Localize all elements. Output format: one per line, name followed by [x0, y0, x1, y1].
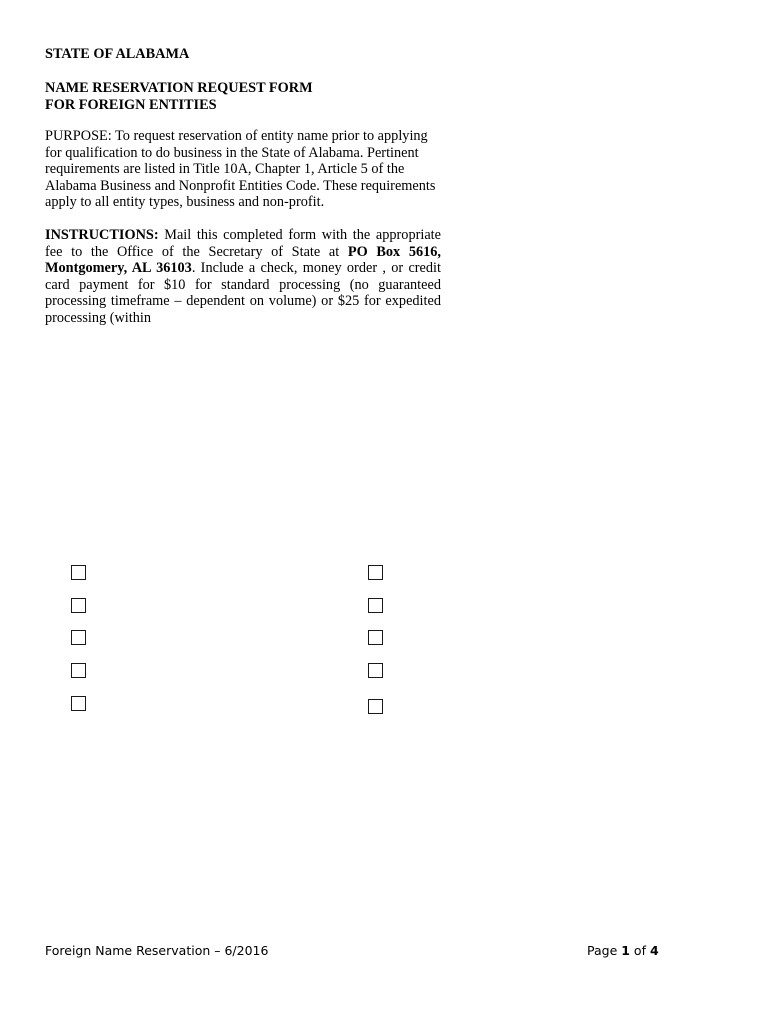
checkbox-left-2[interactable]: [71, 598, 86, 613]
checkbox-right-2[interactable]: [368, 598, 383, 613]
checkbox-right-3[interactable]: [368, 630, 383, 645]
purpose-paragraph: PURPOSE: To request reservation of entity name prior to applying for qualification to do business in the State of Alabama. Pertinent requirements are listed in Title 10A, Chapter 1, Article 5 of the Alabama Business and Nonprofit Entities Code. These requirements apply to all entity types, business and non-profit.: [45, 128, 436, 210]
instructions-paragraph: [45, 227, 441, 326]
footer-form-name: Foreign Name Reservation – 6/2016: [45, 943, 269, 958]
state-title: STATE OF ALABAMA: [45, 46, 190, 62]
instructions-label: INSTRUCTIONS:: [45, 227, 159, 243]
checkbox-right-5[interactable]: [368, 699, 383, 714]
instructions-text-a: Mail this completed form with the appropriate fee to the Office of the Secretary of State at: [45, 227, 441, 260]
page-of: of: [629, 943, 650, 958]
checkbox-left-4[interactable]: [71, 663, 86, 678]
form-title-line2: FOR FOREIGN ENTITIES: [45, 96, 217, 113]
page-total: 4: [649, 943, 659, 958]
page-current: 1: [621, 943, 630, 958]
page-prefix: Page: [587, 943, 622, 958]
footer-page-number: [587, 943, 659, 958]
checkbox-right-4[interactable]: [368, 663, 383, 678]
checkbox-left-5[interactable]: [71, 696, 86, 711]
mailing-address: PO Box 5616, Montgomery, AL 36103: [45, 243, 441, 276]
checkbox-left-1[interactable]: [71, 565, 86, 580]
form-title-line1: NAME RESERVATION REQUEST FORM: [45, 80, 313, 96]
instructions-text-b: . Include a check, money order , or credit card payment for $10 for standard processing (no guaranteed processing timeframe – dependent on volume) or $25 for expedited processing (within: [45, 260, 441, 326]
checkbox-right-1[interactable]: [368, 565, 383, 580]
checkbox-left-3[interactable]: [71, 630, 86, 645]
form-title: [45, 80, 441, 113]
